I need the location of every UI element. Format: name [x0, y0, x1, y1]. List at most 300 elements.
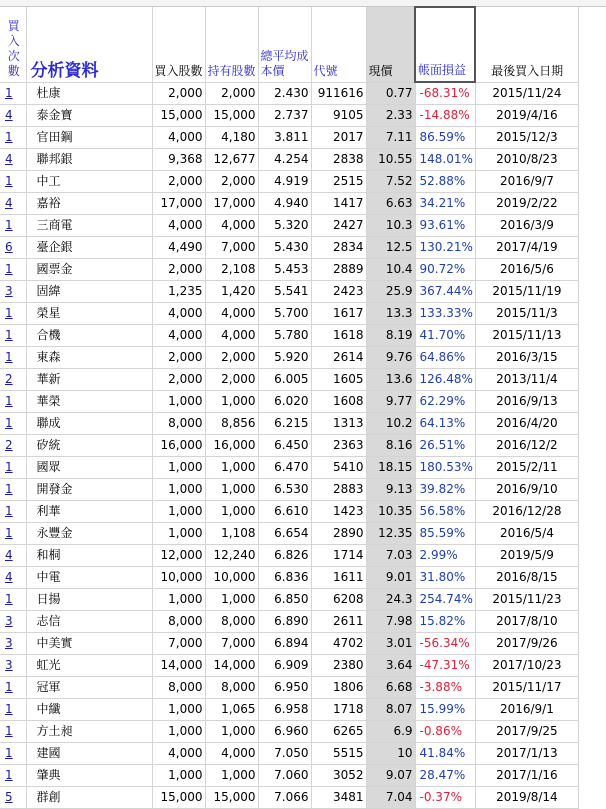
hold-shares-cell[interactable]: 16,000: [205, 435, 258, 457]
pnl-cell[interactable]: -0.86%: [415, 721, 475, 743]
stock-code-cell[interactable]: 2838: [311, 149, 366, 171]
price-cell[interactable]: 13.3: [366, 303, 415, 325]
stock-code-cell[interactable]: 2611: [311, 611, 366, 633]
avg-cost-cell[interactable]: 3.811: [258, 127, 311, 149]
buy-shares-cell[interactable]: 1,000: [152, 457, 205, 479]
stock-name[interactable]: 肇典: [26, 765, 152, 787]
last-buy-date-cell[interactable]: 2016/5/4: [475, 523, 578, 545]
hold-shares-cell[interactable]: 1,108: [205, 523, 258, 545]
buy-count-link[interactable]: 1: [0, 523, 26, 545]
avg-cost-cell[interactable]: 5.920: [258, 347, 311, 369]
avg-cost-cell[interactable]: 5.430: [258, 237, 311, 259]
price-cell[interactable]: 7.03: [366, 545, 415, 567]
price-cell[interactable]: 10: [366, 743, 415, 765]
last-buy-date-cell[interactable]: 2015/11/19: [475, 281, 578, 303]
price-cell[interactable]: 0.77: [366, 82, 415, 105]
stock-code-cell[interactable]: 2890: [311, 523, 366, 545]
buy-shares-cell[interactable]: 16,000: [152, 435, 205, 457]
pnl-cell[interactable]: -47.31%: [415, 655, 475, 677]
price-cell[interactable]: 2.33: [366, 105, 415, 127]
price-cell[interactable]: 3.01: [366, 633, 415, 655]
stock-name[interactable]: 矽統: [26, 435, 152, 457]
price-cell[interactable]: 8.19: [366, 325, 415, 347]
buy-shares-cell[interactable]: 14,000: [152, 655, 205, 677]
price-cell[interactable]: 10.3: [366, 215, 415, 237]
buy-count-link[interactable]: 1: [0, 699, 26, 721]
stock-code-cell[interactable]: 1608: [311, 391, 366, 413]
buy-count-link[interactable]: 1: [0, 82, 26, 105]
stock-name[interactable]: 和桐: [26, 545, 152, 567]
buy-count-link[interactable]: 1: [0, 303, 26, 325]
last-buy-date-cell[interactable]: 2016/12/2: [475, 435, 578, 457]
last-buy-date-cell[interactable]: 2017/4/19: [475, 237, 578, 259]
last-buy-date-cell[interactable]: 2017/10/23: [475, 655, 578, 677]
buy-shares-cell[interactable]: 1,000: [152, 699, 205, 721]
buy-shares-cell[interactable]: 2,000: [152, 369, 205, 391]
buy-shares-cell[interactable]: 4,000: [152, 215, 205, 237]
pnl-cell[interactable]: 148.01%: [415, 149, 475, 171]
last-buy-date-cell[interactable]: 2013/11/4: [475, 369, 578, 391]
stock-name[interactable]: 方土昶: [26, 721, 152, 743]
buy-count-link[interactable]: 4: [0, 149, 26, 171]
stock-code-cell[interactable]: 1618: [311, 325, 366, 347]
last-buy-date-cell[interactable]: 2015/11/3: [475, 303, 578, 325]
buy-shares-cell[interactable]: 8,000: [152, 413, 205, 435]
price-cell[interactable]: 7.04: [366, 787, 415, 809]
last-buy-date-cell[interactable]: 2016/9/10: [475, 479, 578, 501]
pnl-cell[interactable]: 90.72%: [415, 259, 475, 281]
pnl-cell[interactable]: -56.34%: [415, 633, 475, 655]
avg-cost-cell[interactable]: 6.960: [258, 721, 311, 743]
hold-shares-cell[interactable]: 1,420: [205, 281, 258, 303]
buy-count-link[interactable]: 1: [0, 479, 26, 501]
avg-cost-cell[interactable]: 6.654: [258, 523, 311, 545]
pnl-cell[interactable]: 34.21%: [415, 193, 475, 215]
header-buy-shares[interactable]: 買入股數: [152, 7, 205, 82]
buy-shares-cell[interactable]: 1,000: [152, 589, 205, 611]
stock-name[interactable]: 中美實: [26, 633, 152, 655]
buy-shares-cell[interactable]: 2,000: [152, 259, 205, 281]
buy-shares-cell[interactable]: 7,000: [152, 633, 205, 655]
last-buy-date-cell[interactable]: 2016/8/15: [475, 567, 578, 589]
last-buy-date-cell[interactable]: 2015/11/24: [475, 82, 578, 105]
buy-shares-cell[interactable]: 17,000: [152, 193, 205, 215]
header-avg-cost[interactable]: 總平均成本價: [258, 7, 311, 82]
buy-count-link[interactable]: 2: [0, 369, 26, 391]
stock-code-cell[interactable]: 1714: [311, 545, 366, 567]
stock-code-cell[interactable]: 3481: [311, 787, 366, 809]
last-buy-date-cell[interactable]: 2019/8/14: [475, 787, 578, 809]
stock-code-cell[interactable]: 1417: [311, 193, 366, 215]
stock-code-cell[interactable]: 2515: [311, 171, 366, 193]
price-cell[interactable]: 9.76: [366, 347, 415, 369]
buy-count-link[interactable]: 1: [0, 215, 26, 237]
avg-cost-cell[interactable]: 6.610: [258, 501, 311, 523]
pnl-cell[interactable]: 28.47%: [415, 765, 475, 787]
stock-name[interactable]: 東森: [26, 347, 152, 369]
buy-count-link[interactable]: 1: [0, 391, 26, 413]
avg-cost-cell[interactable]: 6.020: [258, 391, 311, 413]
hold-shares-cell[interactable]: 2,000: [205, 82, 258, 105]
stock-name[interactable]: 建國: [26, 743, 152, 765]
pnl-cell[interactable]: 41.70%: [415, 325, 475, 347]
avg-cost-cell[interactable]: 5.700: [258, 303, 311, 325]
pnl-cell[interactable]: 64.13%: [415, 413, 475, 435]
avg-cost-cell[interactable]: 6.826: [258, 545, 311, 567]
stock-code-cell[interactable]: 2380: [311, 655, 366, 677]
price-cell[interactable]: 10.2: [366, 413, 415, 435]
stock-name[interactable]: 聯成: [26, 413, 152, 435]
buy-count-link[interactable]: 1: [0, 325, 26, 347]
hold-shares-cell[interactable]: 2,000: [205, 171, 258, 193]
avg-cost-cell[interactable]: 5.453: [258, 259, 311, 281]
hold-shares-cell[interactable]: 8,856: [205, 413, 258, 435]
buy-count-link[interactable]: 6: [0, 237, 26, 259]
pnl-cell[interactable]: 41.84%: [415, 743, 475, 765]
buy-count-link[interactable]: 1: [0, 413, 26, 435]
pnl-cell[interactable]: -3.88%: [415, 677, 475, 699]
avg-cost-cell[interactable]: 2.430: [258, 82, 311, 105]
last-buy-date-cell[interactable]: 2019/2/22: [475, 193, 578, 215]
stock-name[interactable]: 中纖: [26, 699, 152, 721]
stock-code-cell[interactable]: 2363: [311, 435, 366, 457]
stock-name[interactable]: 官田鋼: [26, 127, 152, 149]
buy-shares-cell[interactable]: 15,000: [152, 787, 205, 809]
stock-code-cell[interactable]: 6265: [311, 721, 366, 743]
stock-name[interactable]: 虹光: [26, 655, 152, 677]
header-hold-shares[interactable]: 持有股數: [205, 7, 258, 82]
stock-code-cell[interactable]: 3052: [311, 765, 366, 787]
buy-shares-cell[interactable]: 1,000: [152, 721, 205, 743]
pnl-cell[interactable]: 52.88%: [415, 171, 475, 193]
pnl-cell[interactable]: -0.37%: [415, 787, 475, 809]
hold-shares-cell[interactable]: 2,108: [205, 259, 258, 281]
hold-shares-cell[interactable]: 1,000: [205, 391, 258, 413]
buy-shares-cell[interactable]: 1,000: [152, 479, 205, 501]
price-cell[interactable]: 9.77: [366, 391, 415, 413]
buy-count-link[interactable]: 1: [0, 743, 26, 765]
stock-name[interactable]: 中電: [26, 567, 152, 589]
avg-cost-cell[interactable]: 6.950: [258, 677, 311, 699]
stock-name[interactable]: 開發金: [26, 479, 152, 501]
avg-cost-cell[interactable]: 6.909: [258, 655, 311, 677]
header-code[interactable]: 代號: [311, 7, 366, 82]
hold-shares-cell[interactable]: 7,000: [205, 237, 258, 259]
hold-shares-cell[interactable]: 10,000: [205, 567, 258, 589]
last-buy-date-cell[interactable]: 2016/3/9: [475, 215, 578, 237]
buy-count-link[interactable]: 1: [0, 677, 26, 699]
pnl-cell[interactable]: 93.61%: [415, 215, 475, 237]
stock-code-cell[interactable]: 1313: [311, 413, 366, 435]
hold-shares-cell[interactable]: 1,000: [205, 501, 258, 523]
hold-shares-cell[interactable]: 1,000: [205, 765, 258, 787]
avg-cost-cell[interactable]: 6.470: [258, 457, 311, 479]
header-price[interactable]: 現價: [366, 7, 415, 82]
hold-shares-cell[interactable]: 8,000: [205, 611, 258, 633]
avg-cost-cell[interactable]: 7.066: [258, 787, 311, 809]
pnl-cell[interactable]: -68.31%: [415, 82, 475, 105]
buy-shares-cell[interactable]: 1,235: [152, 281, 205, 303]
price-cell[interactable]: 10.35: [366, 501, 415, 523]
last-buy-date-cell[interactable]: 2016/3/15: [475, 347, 578, 369]
avg-cost-cell[interactable]: 2.737: [258, 105, 311, 127]
stock-code-cell[interactable]: 5410: [311, 457, 366, 479]
pnl-cell[interactable]: 39.82%: [415, 479, 475, 501]
avg-cost-cell[interactable]: 4.919: [258, 171, 311, 193]
header-buy-count[interactable]: [0, 7, 26, 82]
avg-cost-cell[interactable]: 7.060: [258, 765, 311, 787]
buy-shares-cell[interactable]: 1,000: [152, 765, 205, 787]
buy-count-link[interactable]: 1: [0, 457, 26, 479]
buy-count-link[interactable]: 3: [0, 655, 26, 677]
stock-code-cell[interactable]: 1806: [311, 677, 366, 699]
stock-code-cell[interactable]: 1718: [311, 699, 366, 721]
avg-cost-cell[interactable]: 6.890: [258, 611, 311, 633]
buy-count-link[interactable]: 1: [0, 127, 26, 149]
price-cell[interactable]: 7.98: [366, 611, 415, 633]
hold-shares-cell[interactable]: 17,000: [205, 193, 258, 215]
buy-count-link[interactable]: 1: [0, 765, 26, 787]
pnl-cell[interactable]: 62.29%: [415, 391, 475, 413]
avg-cost-cell[interactable]: 6.894: [258, 633, 311, 655]
last-buy-date-cell[interactable]: 2017/8/10: [475, 611, 578, 633]
buy-shares-cell[interactable]: 4,000: [152, 303, 205, 325]
stock-name[interactable]: 利華: [26, 501, 152, 523]
pnl-cell[interactable]: 133.33%: [415, 303, 475, 325]
last-buy-date-cell[interactable]: 2016/5/6: [475, 259, 578, 281]
hold-shares-cell[interactable]: 12,240: [205, 545, 258, 567]
buy-shares-cell[interactable]: 4,000: [152, 127, 205, 149]
buy-shares-cell[interactable]: 8,000: [152, 611, 205, 633]
stock-name[interactable]: 合機: [26, 325, 152, 347]
buy-shares-cell[interactable]: 1,000: [152, 501, 205, 523]
stock-name[interactable]: 臺企銀: [26, 237, 152, 259]
stock-name[interactable]: 群創: [26, 787, 152, 809]
price-cell[interactable]: 13.6: [366, 369, 415, 391]
stock-name[interactable]: 聯邦銀: [26, 149, 152, 171]
last-buy-date-cell[interactable]: 2016/9/1: [475, 699, 578, 721]
price-cell[interactable]: 7.11: [366, 127, 415, 149]
last-buy-date-cell[interactable]: 2015/2/11: [475, 457, 578, 479]
avg-cost-cell[interactable]: 5.541: [258, 281, 311, 303]
hold-shares-cell[interactable]: 14,000: [205, 655, 258, 677]
avg-cost-cell[interactable]: 6.836: [258, 567, 311, 589]
last-buy-date-cell[interactable]: 2017/9/25: [475, 721, 578, 743]
last-buy-date-cell[interactable]: 2015/12/3: [475, 127, 578, 149]
stock-code-cell[interactable]: 1617: [311, 303, 366, 325]
stock-code-cell[interactable]: 9105: [311, 105, 366, 127]
buy-shares-cell[interactable]: 1,000: [152, 391, 205, 413]
hold-shares-cell[interactable]: 4,180: [205, 127, 258, 149]
avg-cost-cell[interactable]: 6.215: [258, 413, 311, 435]
buy-shares-cell[interactable]: 10,000: [152, 567, 205, 589]
stock-code-cell[interactable]: 1605: [311, 369, 366, 391]
avg-cost-cell[interactable]: 6.005: [258, 369, 311, 391]
buy-count-link[interactable]: 3: [0, 633, 26, 655]
last-buy-date-cell[interactable]: 2010/8/23: [475, 149, 578, 171]
buy-shares-cell[interactable]: 8,000: [152, 677, 205, 699]
hold-shares-cell[interactable]: 2,000: [205, 369, 258, 391]
pnl-cell[interactable]: -14.88%: [415, 105, 475, 127]
buy-count-link[interactable]: 2: [0, 435, 26, 457]
buy-count-link[interactable]: 1: [0, 259, 26, 281]
avg-cost-cell[interactable]: 4.254: [258, 149, 311, 171]
price-cell[interactable]: 3.64: [366, 655, 415, 677]
stock-code-cell[interactable]: 1611: [311, 567, 366, 589]
stock-code-cell[interactable]: 2883: [311, 479, 366, 501]
last-buy-date-cell[interactable]: 2019/5/9: [475, 545, 578, 567]
stock-name[interactable]: 嘉裕: [26, 193, 152, 215]
pnl-cell[interactable]: 86.59%: [415, 127, 475, 149]
buy-count-link[interactable]: 1: [0, 171, 26, 193]
buy-shares-cell[interactable]: 4,000: [152, 325, 205, 347]
pnl-cell[interactable]: 180.53%: [415, 457, 475, 479]
price-cell[interactable]: 8.07: [366, 699, 415, 721]
hold-shares-cell[interactable]: 2,000: [205, 347, 258, 369]
hold-shares-cell[interactable]: 4,000: [205, 303, 258, 325]
stock-code-cell[interactable]: 2427: [311, 215, 366, 237]
price-cell[interactable]: 9.07: [366, 765, 415, 787]
stock-name[interactable]: 固緯: [26, 281, 152, 303]
buy-shares-cell[interactable]: 1,000: [152, 523, 205, 545]
pnl-cell[interactable]: 126.48%: [415, 369, 475, 391]
stock-name[interactable]: 中工: [26, 171, 152, 193]
stock-name[interactable]: 永豐金: [26, 523, 152, 545]
price-cell[interactable]: 10.4: [366, 259, 415, 281]
last-buy-date-cell[interactable]: 2015/11/13: [475, 325, 578, 347]
pnl-cell[interactable]: 56.58%: [415, 501, 475, 523]
stock-code-cell[interactable]: 911616: [311, 82, 366, 105]
buy-shares-cell[interactable]: 15,000: [152, 105, 205, 127]
hold-shares-cell[interactable]: 1,065: [205, 699, 258, 721]
price-cell[interactable]: 25.9: [366, 281, 415, 303]
stock-code-cell[interactable]: 1423: [311, 501, 366, 523]
buy-count-link[interactable]: 3: [0, 611, 26, 633]
stock-name[interactable]: 志信: [26, 611, 152, 633]
price-cell[interactable]: 12.35: [366, 523, 415, 545]
last-buy-date-cell[interactable]: 2017/1/16: [475, 765, 578, 787]
hold-shares-cell[interactable]: 15,000: [205, 787, 258, 809]
buy-count-link[interactable]: 4: [0, 545, 26, 567]
price-cell[interactable]: 6.9: [366, 721, 415, 743]
pnl-cell[interactable]: 31.80%: [415, 567, 475, 589]
price-cell[interactable]: 18.15: [366, 457, 415, 479]
buy-count-link[interactable]: 4: [0, 567, 26, 589]
avg-cost-cell[interactable]: 6.530: [258, 479, 311, 501]
last-buy-date-cell[interactable]: 2017/1/13: [475, 743, 578, 765]
hold-shares-cell[interactable]: 1,000: [205, 589, 258, 611]
stock-code-cell[interactable]: 2889: [311, 259, 366, 281]
price-cell[interactable]: 9.13: [366, 479, 415, 501]
stock-code-cell[interactable]: 2017: [311, 127, 366, 149]
buy-count-link[interactable]: 5: [0, 787, 26, 809]
last-buy-date-cell[interactable]: 2016/12/28: [475, 501, 578, 523]
buy-count-link[interactable]: 1: [0, 501, 26, 523]
buy-count-link[interactable]: 1: [0, 589, 26, 611]
avg-cost-cell[interactable]: 7.050: [258, 743, 311, 765]
hold-shares-cell[interactable]: 4,000: [205, 215, 258, 237]
pnl-cell[interactable]: 64.86%: [415, 347, 475, 369]
stock-code-cell[interactable]: 2614: [311, 347, 366, 369]
stock-name[interactable]: 榮星: [26, 303, 152, 325]
avg-cost-cell[interactable]: 6.450: [258, 435, 311, 457]
pnl-cell[interactable]: 15.82%: [415, 611, 475, 633]
hold-shares-cell[interactable]: 1,000: [205, 721, 258, 743]
buy-shares-cell[interactable]: 2,000: [152, 171, 205, 193]
buy-shares-cell[interactable]: 4,000: [152, 743, 205, 765]
price-cell[interactable]: 8.16: [366, 435, 415, 457]
pnl-cell[interactable]: 367.44%: [415, 281, 475, 303]
last-buy-date-cell[interactable]: 2016/9/13: [475, 391, 578, 413]
buy-shares-cell[interactable]: 9,368: [152, 149, 205, 171]
stock-code-cell[interactable]: 6208: [311, 589, 366, 611]
buy-shares-cell[interactable]: 2,000: [152, 347, 205, 369]
hold-shares-cell[interactable]: 1,000: [205, 457, 258, 479]
hold-shares-cell[interactable]: 4,000: [205, 743, 258, 765]
buy-count-link[interactable]: 1: [0, 721, 26, 743]
header-pnl[interactable]: 帳面損益: [415, 7, 475, 82]
price-cell[interactable]: 24.3: [366, 589, 415, 611]
price-cell[interactable]: 7.52: [366, 171, 415, 193]
buy-count-link[interactable]: 1: [0, 347, 26, 369]
last-buy-date-cell[interactable]: 2016/9/7: [475, 171, 578, 193]
last-buy-date-cell[interactable]: 2015/11/23: [475, 589, 578, 611]
pnl-cell[interactable]: 2.99%: [415, 545, 475, 567]
last-buy-date-cell[interactable]: 2016/4/20: [475, 413, 578, 435]
avg-cost-cell[interactable]: 5.780: [258, 325, 311, 347]
stock-code-cell[interactable]: 5515: [311, 743, 366, 765]
price-cell[interactable]: 6.63: [366, 193, 415, 215]
stock-name[interactable]: 三商電: [26, 215, 152, 237]
avg-cost-cell[interactable]: 6.850: [258, 589, 311, 611]
stock-name[interactable]: 日揚: [26, 589, 152, 611]
price-cell[interactable]: 10.55: [366, 149, 415, 171]
buy-count-link[interactable]: 3: [0, 281, 26, 303]
hold-shares-cell[interactable]: 7,000: [205, 633, 258, 655]
header-last-buy[interactable]: 最後買入日期: [475, 7, 578, 82]
pnl-cell[interactable]: 85.59%: [415, 523, 475, 545]
buy-shares-cell[interactable]: 12,000: [152, 545, 205, 567]
last-buy-date-cell[interactable]: 2015/11/17: [475, 677, 578, 699]
last-buy-date-cell[interactable]: 2017/9/26: [475, 633, 578, 655]
avg-cost-cell[interactable]: 5.320: [258, 215, 311, 237]
last-buy-date-cell[interactable]: 2019/4/16: [475, 105, 578, 127]
stock-name[interactable]: 華新: [26, 369, 152, 391]
stock-code-cell[interactable]: 2423: [311, 281, 366, 303]
hold-shares-cell[interactable]: 1,000: [205, 479, 258, 501]
pnl-cell[interactable]: 130.21%: [415, 237, 475, 259]
stock-name[interactable]: 國眾: [26, 457, 152, 479]
price-cell[interactable]: 9.01: [366, 567, 415, 589]
stock-name[interactable]: 杜康: [26, 82, 152, 105]
hold-shares-cell[interactable]: 15,000: [205, 105, 258, 127]
buy-count-link[interactable]: 4: [0, 193, 26, 215]
price-cell[interactable]: 6.68: [366, 677, 415, 699]
hold-shares-cell[interactable]: 4,000: [205, 325, 258, 347]
pnl-cell[interactable]: 15.99%: [415, 699, 475, 721]
stock-name[interactable]: 冠軍: [26, 677, 152, 699]
price-cell[interactable]: 12.5: [366, 237, 415, 259]
avg-cost-cell[interactable]: 6.958: [258, 699, 311, 721]
stock-code-cell[interactable]: 4702: [311, 633, 366, 655]
stock-code-cell[interactable]: 2834: [311, 237, 366, 259]
stock-name[interactable]: 華榮: [26, 391, 152, 413]
buy-shares-cell[interactable]: 2,000: [152, 82, 205, 105]
buy-count-link[interactable]: 4: [0, 105, 26, 127]
avg-cost-cell[interactable]: 4.940: [258, 193, 311, 215]
hold-shares-cell[interactable]: 8,000: [205, 677, 258, 699]
pnl-cell[interactable]: 254.74%: [415, 589, 475, 611]
